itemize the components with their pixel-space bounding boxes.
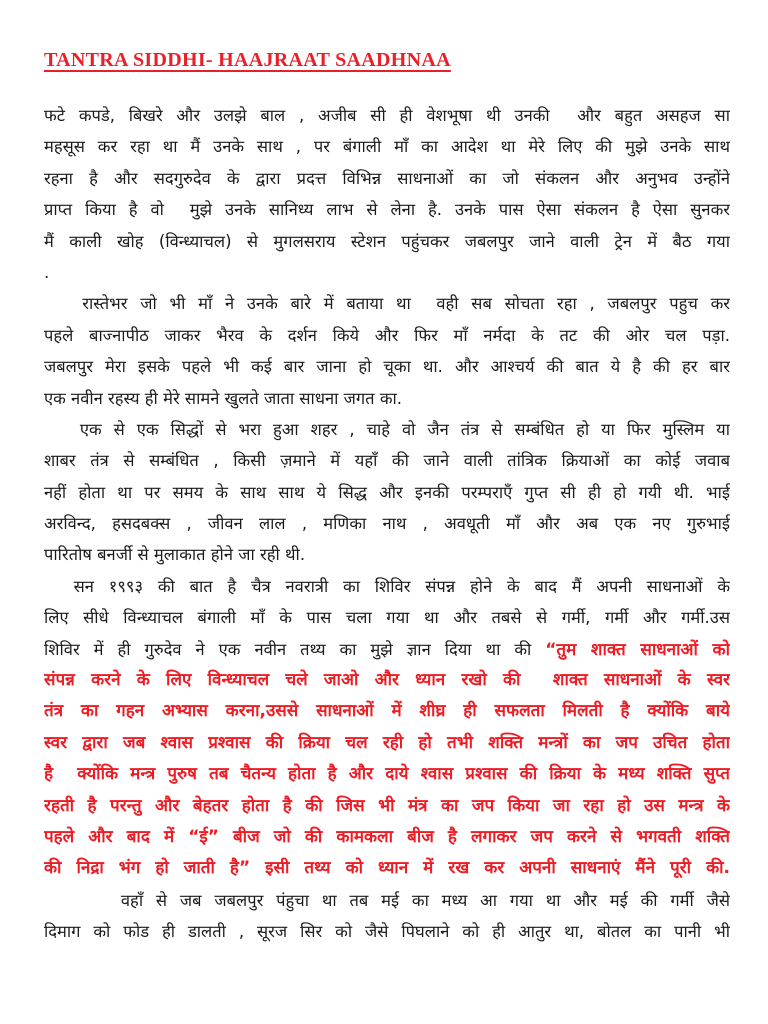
text-line bbox=[44, 634, 730, 665]
text-line: सन १९९३ की बात है चैत्र नवरात्री का शिविर संपन्न होने के बाद मैं अपनी साधनाओं के bbox=[44, 576, 730, 596]
text-line: अरविन्द, हसदबक्स , जीवन लाल , मणिका नाथ , अवधूती माँ और अब एक नए गुरुभाई bbox=[44, 514, 730, 534]
highlighted-quote-line: स्वर द्वारा जब श्वास प्रश्वास की क्रिया चल रही हो तभी शक्ति मन्त्रों का जप उचित होता bbox=[44, 732, 730, 753]
text-line: दिमाग को फोड ही डालती , सूरज सिर को जैसे पिघलाने को ही आतुर था, बोतल का पानी भी bbox=[44, 922, 730, 942]
text-segment: शिविर में ही गुरुदेव ने एक नवीन तथ्य का मुझे ज्ञान दिया था की bbox=[44, 639, 546, 659]
text-line: प्राप्त किया है वो मुझे उनके सानिध्य लाभ से लेना है. उनके पास ऐसा संकलन है ऐसा सुनकर bbox=[44, 200, 730, 220]
text-line: शाबर तंत्र से सम्बंधित , किसी ज़माने में यहाँ की जाने वाली तांत्रिक क्रियाओं का कोई जवाब bbox=[44, 451, 730, 471]
highlighted-quote-line: पहले और बाद में “ई” बीज जो की कामकला बीज है लगाकर जप करने से भगवती शक्ति bbox=[44, 826, 730, 847]
document-title: TANTRA SIDDHI- HAAJRAAT SAADHNAA bbox=[44, 49, 451, 71]
text-line: . bbox=[44, 262, 50, 282]
text-line: वहाँ से जब जबलपुर पंहुचा था तब मई का मध्य आ गया था और मई की गर्मी जैसे bbox=[44, 890, 730, 910]
text-line: नहीं होता था पर समय के साथ साथ ये सिद्ध और इनकी परम्पराएँ गुप्त सी ही हो गयी थी. भाई bbox=[44, 482, 730, 502]
text-line: रहना है और सदगुरुदेव के द्वारा प्रदत्त विभिन्न साधनाओं का जो संकलन और अनुभव उन्होंने bbox=[44, 168, 730, 188]
highlighted-quote-line: संपन्न करने के लिए विन्ध्याचल चले जाओ और ध्यान रखो की शाक्त साधनाओं के स्वर bbox=[44, 670, 730, 691]
text-line: महसूस कर रहा था मैं उनके साथ , पर बंगाली माँ का आदेश था मेरे लिए की मुझे उनके साथ bbox=[44, 137, 730, 157]
text-line: पारितोष बनर्जी से मुलाकात होने जा रही थी. bbox=[44, 545, 306, 565]
text-line: एक नवीन रहस्य ही मेरे सामने खुलते जाता साधना जगत का. bbox=[44, 388, 403, 408]
highlighted-quote-start: “तुम शाक्त साधनाओं को bbox=[545, 639, 730, 660]
highlighted-quote-line: तंत्र का गहन अभ्यास करना,उससे साधनाओं में शीघ्र ही सफलता मिलती है क्योंकि बाये bbox=[44, 701, 730, 722]
highlighted-quote-line: रहती है परन्तु और बेहतर होता है की जिस भी मंत्र का जप किया जा रहा हो उस मन्त्र के bbox=[44, 795, 730, 816]
text-line: जबलपुर मेरा इसके पहले भी कई बार जाना हो चूका था. और आश्चर्य की बात ये है की हर बार bbox=[44, 357, 730, 377]
highlighted-quote-line: है क्योंकि मन्त्र पुरुष तब चैतन्य होता है और दाये श्वास प्रश्वास की क्रिया के मध्य शक्ति सुप्त bbox=[44, 764, 730, 785]
text-line: पहले बाज्नापीठ जाकर भैरव के दर्शन किये और फिर माँ नर्मदा के तट की ओर चल पड़ा. bbox=[44, 325, 730, 345]
document-body bbox=[44, 100, 730, 948]
highlighted-quote-line: की निद्रा भंग हो जाती है” इसी तथ्य को ध्यान में रख कर अपनी साधनाएं मैंने पूरी की. bbox=[44, 858, 730, 879]
text-line: लिए सीधे विन्ध्याचल बंगाली माँ के पास चला गया था और तबसे से गर्मी, गर्मी और गर्मी.उस bbox=[44, 608, 730, 628]
text-line: फटे कपडे, बिखरे और उलझे बाल , अजीब सी ही वेशभूषा थी उनकी और बहुत असहज सा bbox=[44, 106, 730, 125]
text-line: रास्तेभर जो भी माँ ने उनके बारे में बताया था वही सब सोचता रहा , जबलपुर पहुच कर bbox=[44, 294, 730, 314]
text-line: मैं काली खोह (विन्ध्याचल) से मुगलसराय स्टेशन पहुंचकर जबलपुर जाने वाली ट्रेन में बैठ गया bbox=[44, 231, 730, 251]
text-line: एक से एक सिद्धों से भरा हुआ शहर , चाहे वो जैन तंत्र से सम्बंधित हो या फिर मुस्लिम या bbox=[44, 419, 730, 439]
